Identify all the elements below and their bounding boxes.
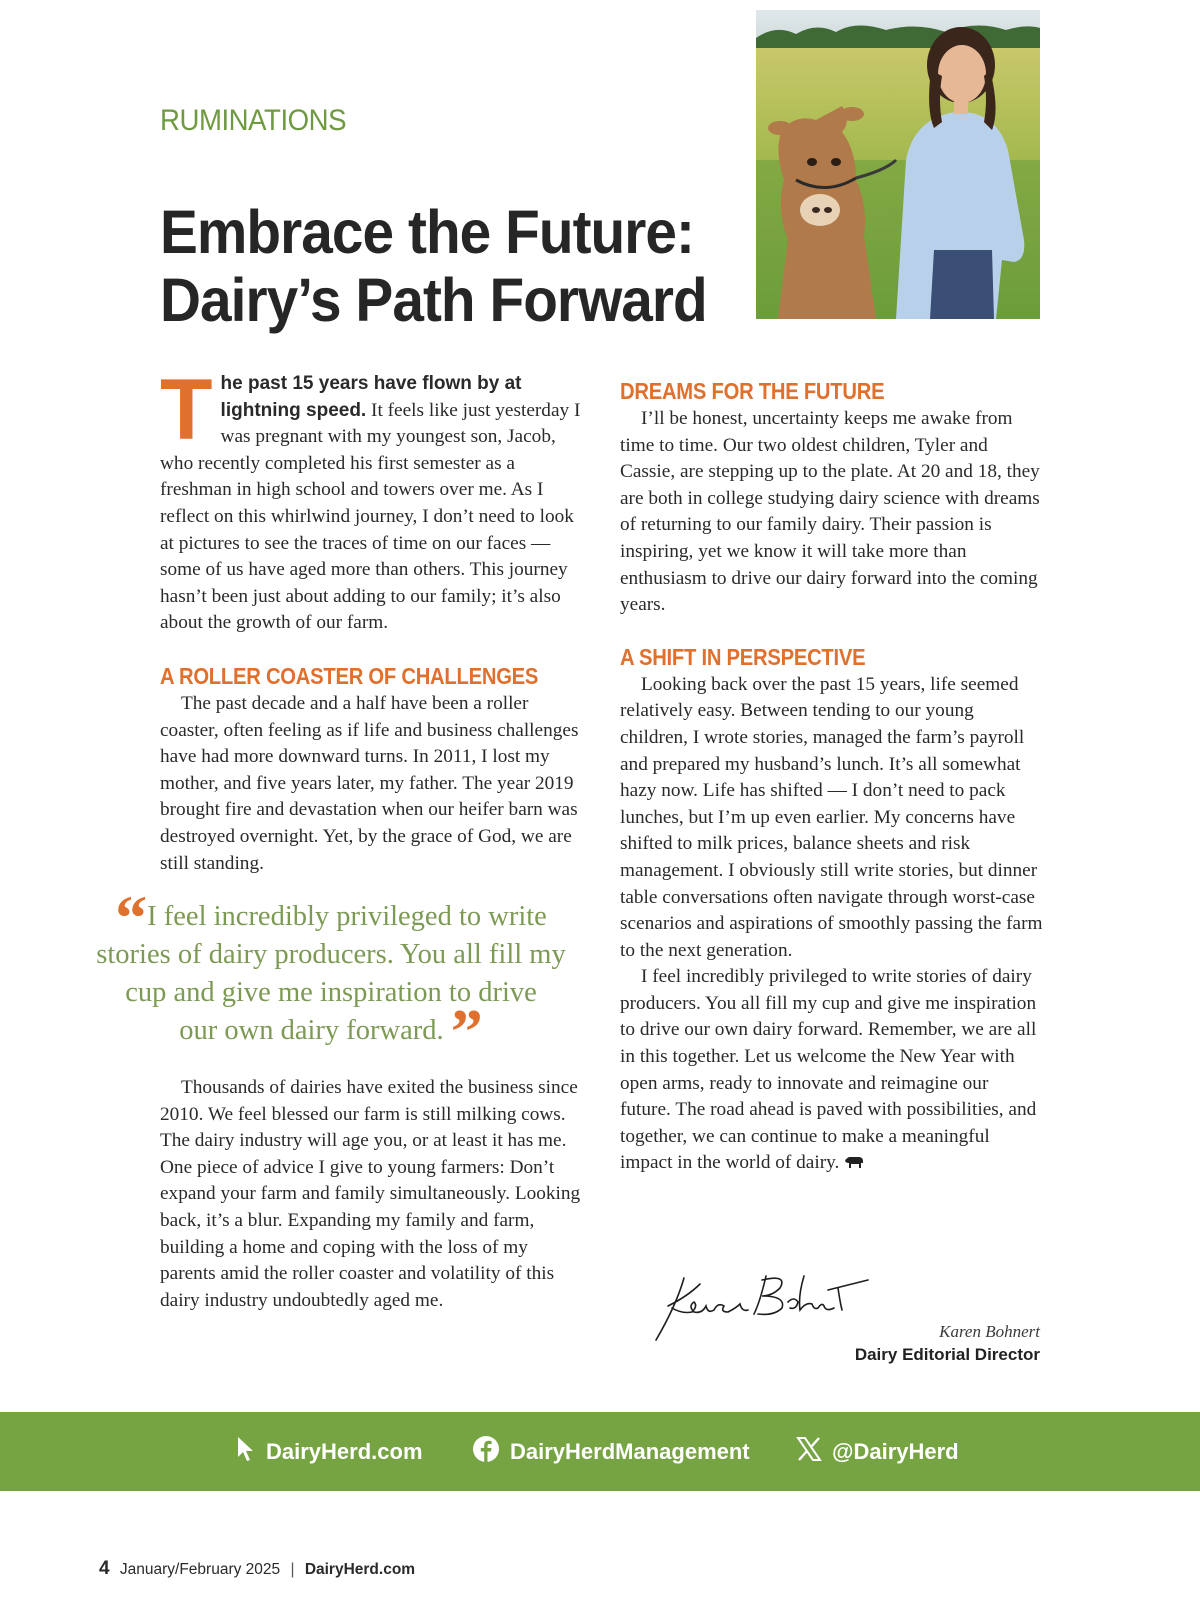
pull-quote-line-2: stories of dairy producers. You all fill my bbox=[96, 939, 566, 970]
facebook-link[interactable] bbox=[472, 1412, 750, 1491]
facebook-label: DairyHerdManagement bbox=[510, 1438, 750, 1464]
lead-bold-text: he past 15 years have flown by at lightning speed. bbox=[220, 373, 522, 421]
drop-cap: T bbox=[160, 362, 213, 458]
cow-icon bbox=[844, 1152, 864, 1173]
closing-text: I feel incredibly privileged to write stories of dairy producers. You all fill my cup and give me inspiration to drive our own dairy forward. Remember, we are all in this together. Let us welcome the New Year with open arms, ready to innovate and reimagine our future. The road ahead is paved with possibilities, and together, we can continue to make a meaningful impact in the world of dairy. bbox=[620, 966, 1037, 1174]
social-banner bbox=[0, 1412, 1200, 1491]
paragraph-closing bbox=[620, 964, 1044, 1177]
open-quote-mark: “ bbox=[115, 882, 148, 953]
paragraph-dreams: I’ll be honest, uncertainty keeps me awake from time to time. Our two oldest children, Tyler and Cassie, are stepping up to the plate. At 20 and 18, they are both in college studying dairy science with dreams of returning to our family dairy. Their passion is inspiring, yet we know it will take more than enthusiasm to drive our dairy forward into the coming years. bbox=[620, 408, 1040, 616]
cursor-icon bbox=[236, 1435, 266, 1469]
article-column-left-top bbox=[160, 362, 584, 877]
issue-date: January/February 2025 bbox=[119, 1561, 281, 1578]
article-column-right bbox=[620, 378, 1044, 1177]
subhead-shift: A SHIFT IN PERSPECTIVE bbox=[620, 643, 866, 670]
page-title bbox=[160, 198, 707, 334]
lead-paragraph bbox=[160, 362, 584, 637]
author-title: Dairy Editorial Director bbox=[854, 1345, 1040, 1364]
close-quote-mark: ” bbox=[450, 996, 483, 1067]
subhead-roller-coaster: A ROLLER COASTER OF CHALLENGES bbox=[160, 662, 539, 689]
section-label: RUMINATIONS bbox=[160, 104, 347, 137]
paragraph-shift: Looking back over the past 15 years, life seemed relatively easy. Between tending to our young children, I wrote stories, managed the farm’s payroll and prepared my husband’s lunch. It’s all somewhat hazy now. Life has shifted — I don’t need to pack lunches, but I’m up even earlier. My concerns have shifted to milk prices, balance sheets and risk management. I obviously still write stories, but dinner table conversations often navigate through worst-case scenarios and aspirations of smoothly passing the farm to the next generation. bbox=[620, 673, 1043, 961]
pull-quote-line-1: I feel incredibly privileged to write bbox=[147, 901, 547, 932]
page-number: 4 bbox=[99, 1558, 110, 1579]
website-link[interactable] bbox=[236, 1412, 423, 1491]
lead-text: It feels like just yesterday I was pregnant with my youngest son, Jacob, who recently completed his first semester as a freshman in high school and towers over me. As I reflect on this whirlwind journey, I don’t need to look at pictures to see the traces of time on our faces — some of us have aged more than others. This journey hasn’t been just about adding to our family; it’s also about the growth of our farm. bbox=[160, 399, 581, 634]
headline-line-2: Dairy’s Path Forward bbox=[160, 266, 707, 334]
pull-quote bbox=[96, 882, 566, 1067]
subhead-dreams: DREAMS FOR THE FUTURE bbox=[620, 378, 885, 404]
website-label: DairyHerd.com bbox=[266, 1438, 423, 1464]
paragraph-thousands-of-dairies: Thousands of dairies have exited the business since 2010. We feel blessed our farm is still milking cows. The dairy industry will age you, or at least it has me. One piece of advice I give to young farmers: Don’t expand your farm and family simultaneously. Looking back, it’s a blur. Expanding my family and farm, building a home and coping with the loss of my parents amid the roller coaster and volatility of this dairy industry undoubtedly aged me. bbox=[160, 1077, 581, 1311]
paragraph-roller-coaster: The past decade and a half have been a roller coaster, often feeling as if life and business challenges have had more downward turns. In 2011, I lost my mother, and five years later, my father. The year 2019 brought fire and devastation when our heifer barn was destroyed overnight. Yet, by the grace of God, we are still standing. bbox=[160, 692, 579, 874]
footer-separator: | bbox=[290, 1561, 295, 1578]
headline-line-1: Embrace the Future: bbox=[160, 198, 694, 266]
x-logo-icon bbox=[796, 1436, 832, 1468]
pull-quote-line-3: cup and give me inspiration to drive bbox=[125, 977, 537, 1008]
handwritten-signature bbox=[648, 1266, 888, 1346]
x-link[interactable] bbox=[796, 1412, 959, 1491]
x-handle-label: @DairyHerd bbox=[832, 1438, 959, 1464]
footer-site: DairyHerd.com bbox=[304, 1561, 416, 1578]
pull-quote-line-4: our own dairy forward. bbox=[179, 1015, 444, 1046]
article-column-left-bottom bbox=[160, 1075, 584, 1314]
author-name: Karen Bohnert bbox=[939, 1322, 1040, 1341]
facebook-icon bbox=[472, 1435, 510, 1469]
page-footer bbox=[99, 1558, 415, 1580]
author-with-cow-photo bbox=[756, 10, 1040, 319]
